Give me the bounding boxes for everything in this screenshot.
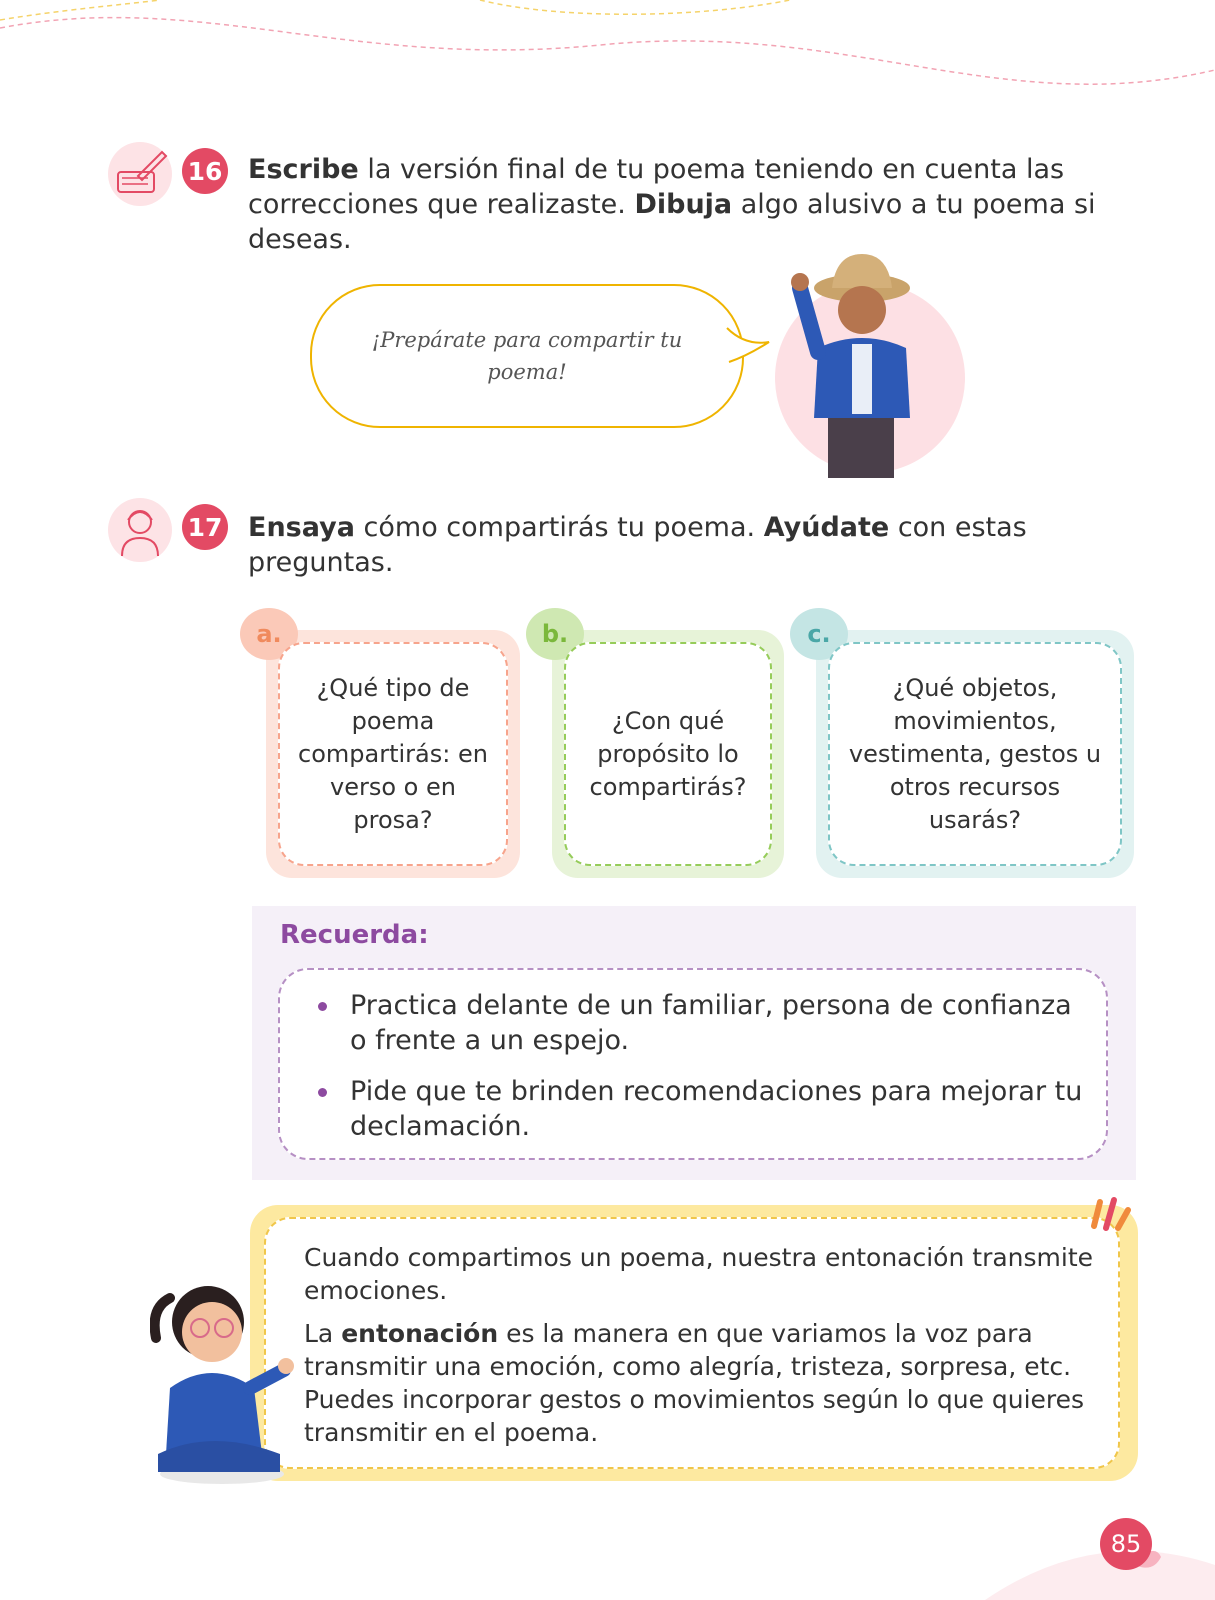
list-item: Practica delante de un familiar, persona de confianza o frente a un espejo. [350,988,1090,1058]
card-text-a: ¿Qué tipo de poema compartirás: en verso o en prosa? [278,642,508,866]
top-decoration [0,0,1215,110]
term-entonacion: entonación [341,1319,499,1348]
speech-bubble: ¡Prepárate para compartir tu poema! [310,284,744,428]
recuerda-section [252,906,1136,1180]
question-card-b [541,620,784,878]
recuerda-box [278,968,1108,1160]
card-text-c: ¿Qué objetos, movimientos, vestimenta, gestos u otros recursos usarás? [828,642,1122,866]
bullet-icon [318,1002,327,1011]
verb-dibuja: Dibuja [634,189,733,220]
card-letter-a: a. [240,608,298,660]
list-item: Pide que te brinden recomendaciones para mejorar tu declamación. [350,1074,1090,1144]
info-paragraph-2: La entonación es la manera en que variamos la voz para transmitir una emoción, como alegría, tristeza, sorpresa, etc. Puedes incorporar gestos o movimientos según lo que quieres transmitir en el poema. [304,1319,1085,1447]
page-number: 85 [1100,1518,1152,1570]
info-paragraph-1: Cuando compartimos un poema, nuestra entonación transmite emociones. [304,1243,1094,1305]
question-card-c [807,620,1134,878]
activity-number-16: 16 [182,148,228,194]
verb-ayudate: Ayúdate [763,512,890,543]
recuerda-title: Recuerda: [280,920,429,950]
burst-icon [1090,1196,1134,1232]
writing-icon [108,142,172,206]
card-text-b: ¿Con qué propósito lo compartirás? [564,642,772,866]
activity-17-instruction: Ensaya cómo compartirás tu poema. Ayúdate con estas preguntas. [248,512,1027,578]
person-icon [108,498,172,562]
verb-ensaya: Ensaya [248,512,355,543]
verb-escribe: Escribe [248,154,359,185]
bubble-tail [725,318,775,368]
activity-number-17: 17 [182,504,228,550]
card-letter-c: c. [790,608,848,660]
question-card-a [256,620,520,878]
card-letter-b: b. [526,608,584,660]
info-box-inner [264,1217,1120,1469]
bullet-icon [318,1088,327,1097]
girl-illustration [150,1278,300,1488]
boy-illustration [770,248,970,486]
info-box [250,1205,1138,1481]
activity-16-instruction: Escribe la versión final de tu poema teniendo en cuenta las correcciones que realizaste. Dibuja algo alusivo a tu poema si deseas. [248,154,1096,255]
